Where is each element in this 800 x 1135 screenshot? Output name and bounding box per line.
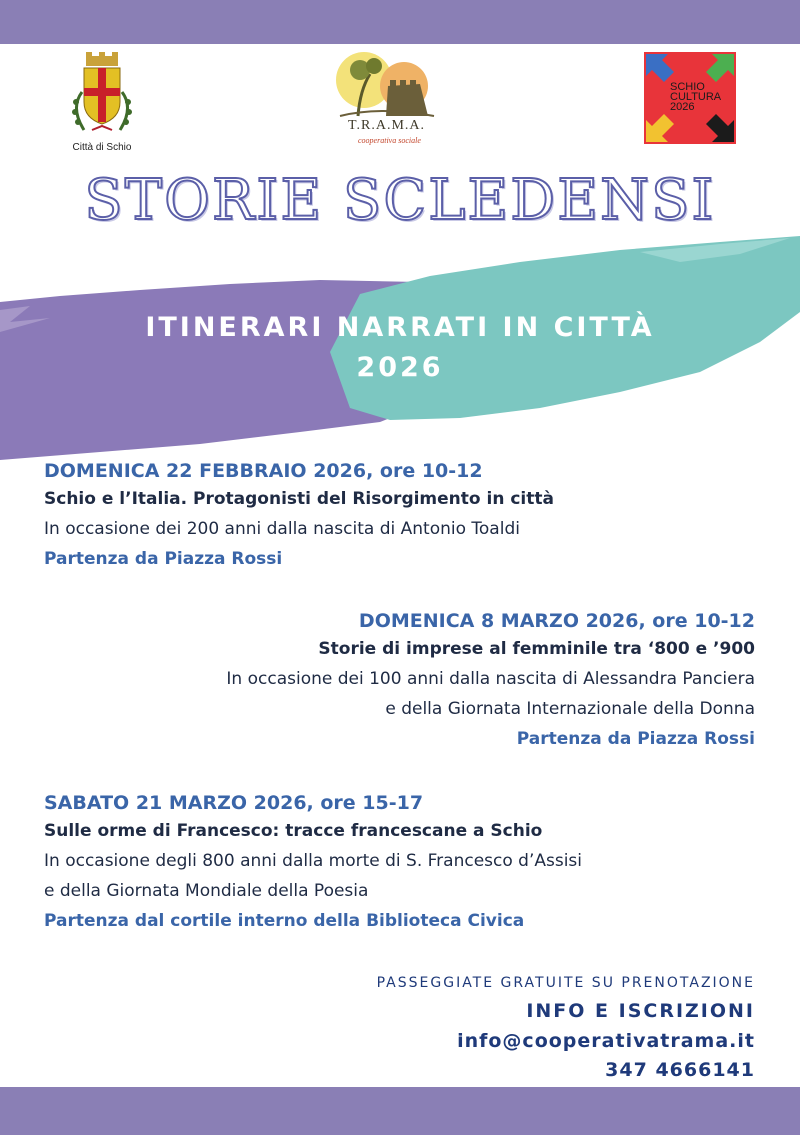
event-3 [44,790,582,936]
subtitle-line-1: ITINERARI NARRATI IN CITTÀ [145,312,655,343]
event-meeting-point: Partenza da Piazza Rossi [516,729,755,749]
trama-subtitle: cooperativa sociale [358,136,421,145]
event-description: In occasione degli 800 anni dalla morte di S. Francesco d’Assisi [44,851,583,871]
event-description: e della Giornata Internazionale della Donna [385,699,755,719]
main-title: STORIE SCLEDENSI [84,168,716,233]
event-description: In occasione dei 200 anni dalla nascita di Antonio Toaldi [44,519,520,539]
contact-footer [377,970,755,1084]
event-date: DOMENICA 22 FEBBRAIO 2026, ore 10-12 [44,460,483,482]
city-of-schio-logo [62,52,142,152]
trama-logo [330,50,450,150]
coat-of-arms-icon [62,52,142,138]
subtitle-line-2: 2026 [356,352,444,383]
event-date: SABATO 21 MARZO 2026, ore 15-17 [44,792,424,814]
event-description: e della Giornata Mondiale della Poesia [44,881,369,901]
contact-phone[interactable]: 347 4666141 [605,1059,755,1081]
schio-cultura-logo [644,52,736,144]
event-title: Storie di imprese al femminile tra ‘800 e ’900 [318,639,755,659]
event-title: Schio e l’Italia. Protagonisti del Risorgimento in città [44,489,554,509]
event-1 [44,458,554,574]
event-description: In occasione dei 100 anni dalla nascita di Alessandra Panciera [226,669,755,689]
event-date: DOMENICA 8 MARZO 2026, ore 10-12 [358,610,755,632]
event-meeting-point: Partenza dal cortile interno della Biblioteca Civica [44,911,525,931]
contact-email[interactable]: info@cooperativatrama.it [457,1030,755,1052]
cultura-text [670,82,721,112]
trama-tower-icon [330,50,450,120]
subtitle [0,308,800,388]
cultura-line-3: 2026 [670,101,695,113]
trama-name: T.R.A.M.A. [348,118,426,133]
cultura-line-2: CULTURA [670,91,722,103]
event-meeting-point: Partenza da Piazza Rossi [44,549,283,569]
event-title: Sulle orme di Francesco: tracce francescane a Schio [44,821,543,841]
cultura-line-1: SCHIO [670,81,705,93]
top-band [0,0,800,44]
info-heading: INFO E ISCRIZIONI [526,1000,755,1022]
free-walks-note: PASSEGGIATE GRATUITE SU PRENOTAZIONE [376,975,755,991]
city-caption: Città di Schio [72,142,132,153]
bottom-band [0,1087,800,1135]
event-2 [226,608,755,754]
